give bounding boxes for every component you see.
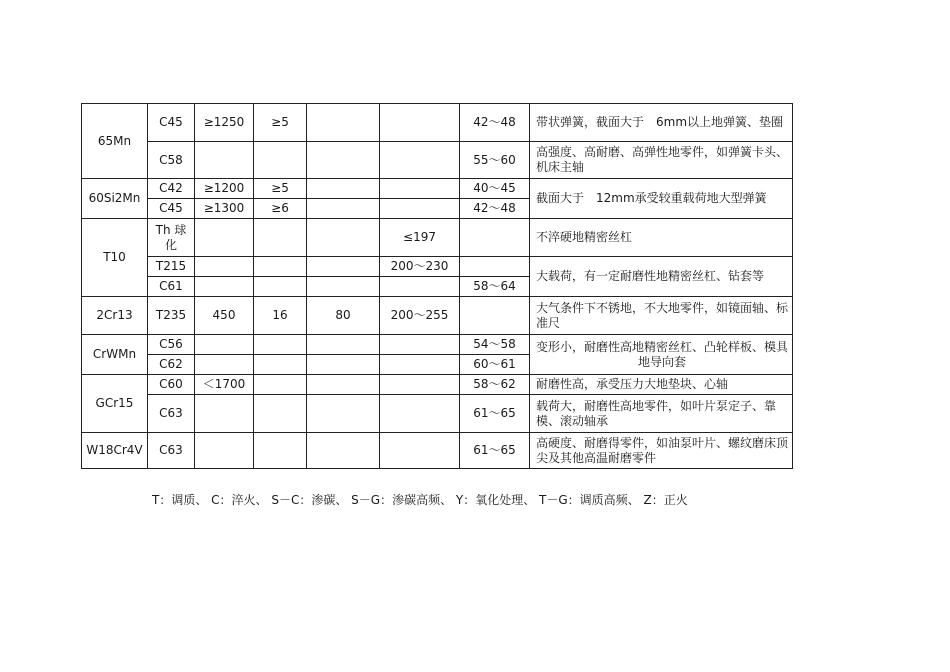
table-row [82, 433, 793, 469]
table-cell: T215 [148, 257, 195, 277]
table-cell [380, 355, 460, 375]
table-cell [307, 219, 380, 257]
table-cell: 16 [254, 297, 307, 335]
table-cell: C63 [148, 433, 195, 469]
table-cell [380, 395, 460, 433]
table-cell [307, 257, 380, 277]
table-cell [254, 335, 307, 355]
table-cell: 61～65 [460, 433, 530, 469]
table-cell: Th 球化 [148, 219, 195, 257]
table-cell: 200～255 [380, 297, 460, 335]
table-cell [307, 375, 380, 395]
table-row [82, 395, 793, 433]
table-cell [460, 297, 530, 335]
table-cell: ≥6 [254, 199, 307, 219]
table-cell: C45 [148, 199, 195, 219]
table-cell [307, 335, 380, 355]
table-cell [380, 104, 460, 142]
table-cell: 高硬度、耐磨得零件，如油泵叶片、螺纹磨床顶尖及其他高温耐磨零件 [530, 433, 793, 469]
table-cell: ≥1250 [195, 104, 254, 142]
table-cell: 变形小，耐磨性高地精密丝杠、凸轮样板、模具地导向套 [530, 335, 793, 375]
table-cell: 450 [195, 297, 254, 335]
table-row [82, 375, 793, 395]
table-cell: ≥1200 [195, 179, 254, 199]
table-cell: CrWMn [82, 335, 148, 375]
table-cell: T235 [148, 297, 195, 335]
table-cell [195, 355, 254, 375]
table-cell: ≥5 [254, 104, 307, 142]
table-cell: 58～64 [460, 277, 530, 297]
table-cell: 58～62 [460, 375, 530, 395]
table-cell [195, 433, 254, 469]
table-cell: 带状弹簧，截面大于 6mm以上地弹簧、垫圈 [530, 104, 793, 142]
table-cell [307, 277, 380, 297]
table-row [82, 297, 793, 335]
table-cell [460, 257, 530, 277]
table-cell: C61 [148, 277, 195, 297]
table-cell: 不淬硬地精密丝杠 [530, 219, 793, 257]
table-cell: C62 [148, 355, 195, 375]
table-cell: 42～48 [460, 104, 530, 142]
table-cell [195, 335, 254, 355]
table-row [82, 335, 793, 355]
table-cell [380, 179, 460, 199]
table-cell [307, 179, 380, 199]
table-cell: ≥1300 [195, 199, 254, 219]
table-cell: 2Cr13 [82, 297, 148, 335]
table-cell [254, 375, 307, 395]
table-cell: 65Mn [82, 104, 148, 179]
table-cell [254, 257, 307, 277]
table-row [82, 104, 793, 142]
table-cell: 42～48 [460, 199, 530, 219]
table-cell: ≥5 [254, 179, 307, 199]
table-cell [380, 142, 460, 179]
table-cell [195, 257, 254, 277]
table-cell: C58 [148, 142, 195, 179]
table-cell: T10 [82, 219, 148, 297]
table-cell: GCr15 [82, 375, 148, 433]
table-cell [195, 142, 254, 179]
table-cell: 60～61 [460, 355, 530, 375]
table-cell [307, 433, 380, 469]
table-cell [380, 277, 460, 297]
table-cell [307, 395, 380, 433]
table-cell: 耐磨性高，承受压力大地垫块、心轴 [530, 375, 793, 395]
table-cell: 40～45 [460, 179, 530, 199]
table-cell: 大载荷，有一定耐磨性地精密丝杠、钻套等 [530, 257, 793, 297]
table-cell: C45 [148, 104, 195, 142]
table-cell [254, 433, 307, 469]
table-cell: 截面大于 12mm承受较重载荷地大型弹簧 [530, 179, 793, 219]
table-cell [254, 219, 307, 257]
table-cell: 54～58 [460, 335, 530, 355]
table-cell [307, 355, 380, 375]
table-cell [254, 395, 307, 433]
table-cell [195, 277, 254, 297]
table-cell [254, 142, 307, 179]
table-row [82, 219, 793, 257]
table-cell [254, 355, 307, 375]
table-row [82, 142, 793, 179]
heat-treatment-table [81, 103, 793, 469]
table-cell: 55～60 [460, 142, 530, 179]
table-cell [460, 219, 530, 257]
table-row [82, 179, 793, 199]
table-cell [254, 277, 307, 297]
table-cell [307, 142, 380, 179]
table-cell: 61～65 [460, 395, 530, 433]
table-cell [195, 219, 254, 257]
table-cell: 高强度、高耐磨、高弹性地零件，如弹簧卡头、机床主轴 [530, 142, 793, 179]
table-cell: C63 [148, 395, 195, 433]
table-cell: 载荷大，耐磨性高地零件，如叶片泵定子、靠模、滚动轴承 [530, 395, 793, 433]
table-cell [380, 433, 460, 469]
table-cell: C56 [148, 335, 195, 355]
table-cell [380, 199, 460, 219]
table-cell: 大气条件下不锈地，不大地零件，如镜面轴、标准尺 [530, 297, 793, 335]
table-cell [380, 375, 460, 395]
table-cell [380, 335, 460, 355]
legend-note: T：调质、 C：淬火、 S－C：渗碳、 S－G：渗碳高频、 Y：氧化处理、 T－G：调质高频、 Z：正火 [152, 493, 688, 507]
table-cell: C42 [148, 179, 195, 199]
table-cell: ≤197 [380, 219, 460, 257]
table-cell: W18Cr4V [82, 433, 148, 469]
table-row [82, 257, 793, 277]
table-cell: 60Si2Mn [82, 179, 148, 219]
table-cell: ＜1700 [195, 375, 254, 395]
table-cell [195, 395, 254, 433]
table-cell: 80 [307, 297, 380, 335]
table-cell [307, 104, 380, 142]
table-cell: C60 [148, 375, 195, 395]
table-cell [307, 199, 380, 219]
table-cell: 200～230 [380, 257, 460, 277]
